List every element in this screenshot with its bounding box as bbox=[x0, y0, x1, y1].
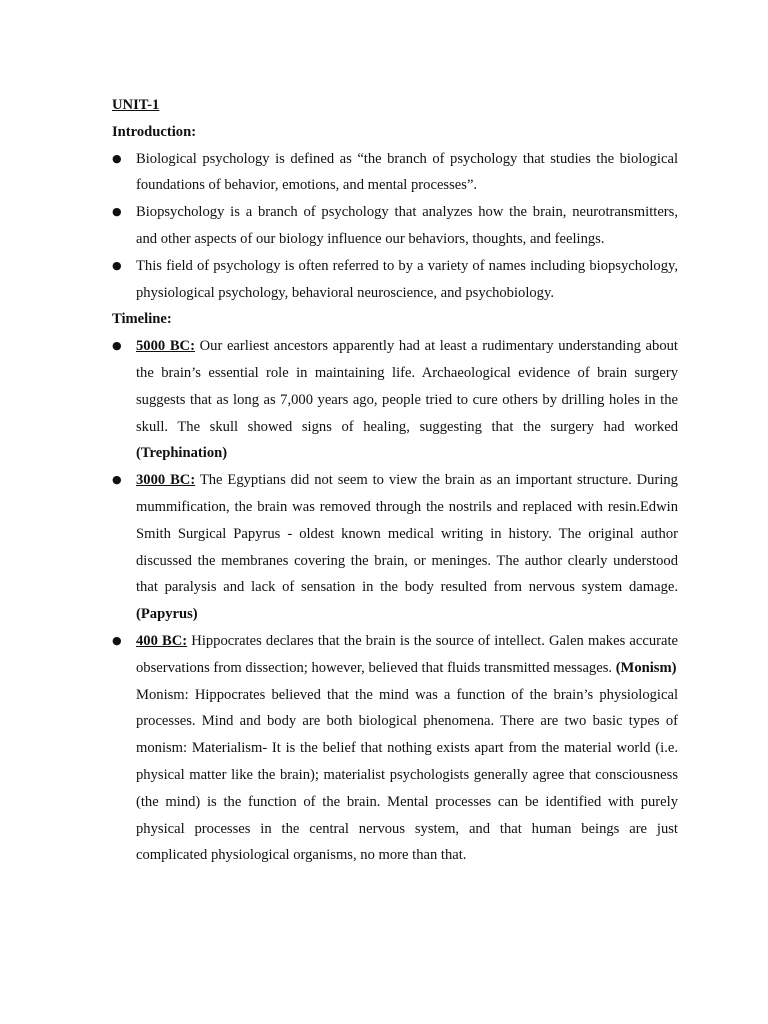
timeline-date: 5000 BC: bbox=[136, 338, 195, 355]
list-item bbox=[112, 253, 678, 307]
timeline-tag: (Trephination) bbox=[136, 445, 228, 462]
timeline-text: The Egyptians did not seem to view the brain as an important structure. During mummification, the brain was removed through the nostrils and replaced with resin.Edwin Smith Surgical Papyrus - oldest known medical writing in history. The original author discussed the membranes covering the brain, or meninges. The author clearly understood that paralysis and lack of sensation in the body resulted from nervous system damage. bbox=[136, 472, 678, 596]
timeline-tag: (Monism) bbox=[615, 659, 677, 676]
intro-item-text: Biopsychology is a branch of psychology that analyzes how the brain, neurotransmitters, and other aspects of our biology influence our behaviors, thoughts, and feelings. bbox=[136, 204, 678, 247]
timeline-text: Hippocrates declares that the brain is the source of intellect. Galen makes accurate observations from dissection; however, believed that fluids transmitted messages. bbox=[136, 632, 678, 676]
bullet-icon: ● bbox=[112, 633, 122, 647]
monism-paragraph: Monism: Hippocrates believed that the mind was a function of the brain’s physiological processes. Mind and body are both biological phenomena. There are two basic types of monism: Materialism- It is the belief that nothing exists apart from the material world (i.e. physical matter like the brain); materialist psychologists generally agree that consciousness (the mind) is the function of the brain. Mental processes can be identified with purely physical processes in the central nervous system, and that human beings are just complicated physiological organisms, no more than that. bbox=[136, 686, 678, 864]
timeline-list bbox=[112, 333, 678, 681]
timeline-date: 400 BC: bbox=[136, 632, 188, 649]
intro-item-text: This field of psychology is often referred to by a variety of names including biopsychology, physiological psychology, behavioral neuroscience, and psychobiology. bbox=[136, 257, 678, 301]
bullet-icon: ● bbox=[112, 151, 122, 165]
bullet-icon: ● bbox=[112, 205, 122, 219]
timeline-tag: (Papyrus) bbox=[136, 606, 198, 623]
introduction-list bbox=[112, 146, 678, 307]
unit-title: UNIT-1 bbox=[112, 97, 160, 113]
timeline-item bbox=[112, 628, 678, 682]
list-item bbox=[112, 146, 678, 200]
introduction-heading: Introduction: bbox=[112, 123, 197, 140]
bullet-icon: ● bbox=[112, 339, 122, 353]
bullet-icon: ● bbox=[112, 258, 122, 272]
timeline-heading: Timeline: bbox=[112, 311, 172, 328]
timeline-date: 3000 BC: bbox=[136, 472, 196, 489]
bullet-icon: ● bbox=[112, 473, 122, 487]
timeline-item bbox=[112, 467, 678, 628]
timeline-item bbox=[112, 333, 678, 467]
intro-item-text: Biological psychology is defined as “the branch of psychology that studies the biological foundations of behavior, emotions, and mental processes”. bbox=[136, 150, 678, 194]
timeline-text: Our earliest ancestors apparently had at least a rudimentary understanding about the brain’s essential role in maintaining life. Archaeological evidence of brain surgery suggests that as long as 7,000 years ago, people tried to cure others by drilling holes in the skull. The skull showed signs of healing, suggesting that the surgery had worked bbox=[136, 338, 678, 435]
list-item bbox=[112, 199, 678, 253]
